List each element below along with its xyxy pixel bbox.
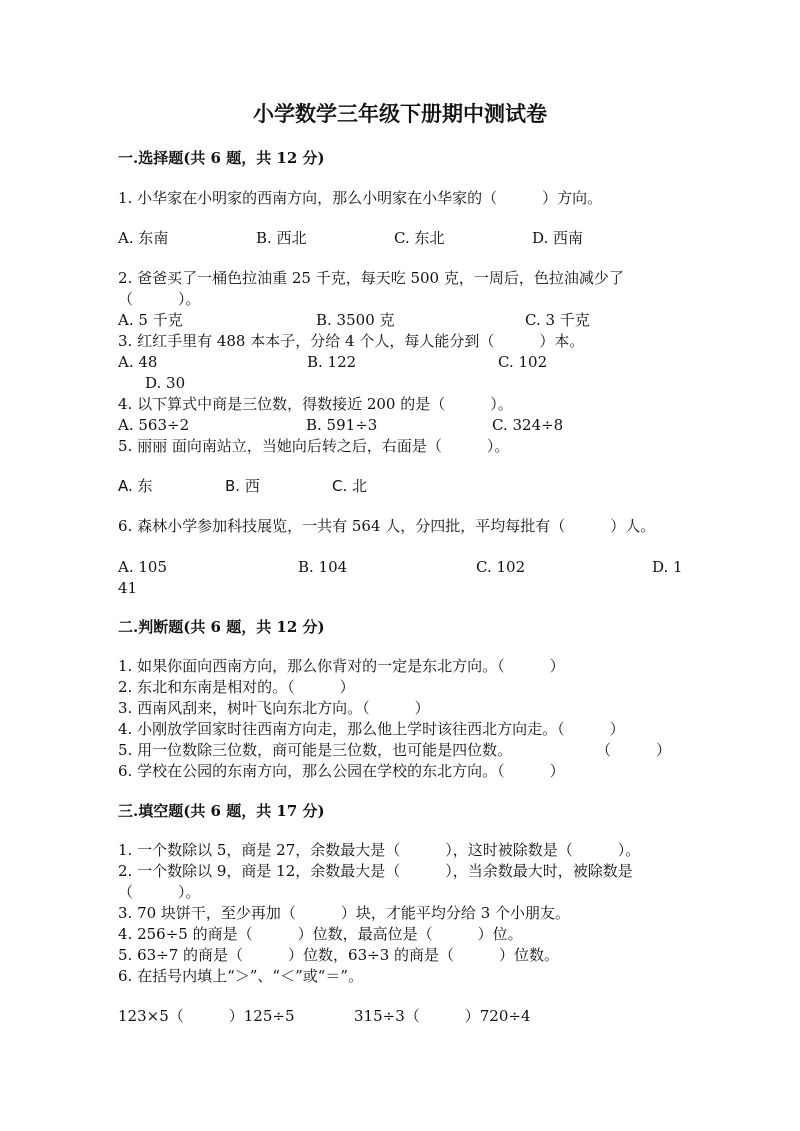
question-3: 3. 红红手里有 488 本本子，分给 4 个人，每人能分到（ ）本。 xyxy=(118,332,585,350)
question-6: 6. 森林小学参加科技展览，一共有 564 人，分四批，平均每批有（ ）人。 xyxy=(118,517,656,535)
q3-option-a: A. 48 xyxy=(118,353,158,371)
judge-item-2: 2. 东北和东南是相对的。（ ） xyxy=(118,678,355,696)
q6-option-b: B. 104 xyxy=(298,558,348,576)
section-heading-judge: 二.判断题(共 6 题，共 12 分) xyxy=(118,618,325,636)
q4-option-b: B. 591÷3 xyxy=(306,416,378,434)
q1-option-d: D. 西南 xyxy=(532,229,584,247)
question-4: 4. 以下算式中商是三位数，得数接近 200 的是（ ）。 xyxy=(118,395,513,413)
q4-option-c: C. 324÷8 xyxy=(492,416,564,434)
fill-line-1: 1. 一个数除以 5，商是 27，余数最大是（ ），这时被除数是（ ）。 xyxy=(118,841,641,859)
q5-option-a: A. 东 xyxy=(118,477,153,495)
compare-expression-1: 123×5（ ）125÷5 xyxy=(118,1007,295,1025)
section-heading-choice: 一.选择题(共 6 题，共 12 分) xyxy=(118,149,325,167)
fill-line-2-wrap: （ ）。 xyxy=(118,883,201,901)
fill-line-2: 2. 一个数除以 9，商是 12，余数最大是（ ），当余数最大时，被除数是 xyxy=(118,862,633,880)
section-heading-fill: 三.填空题(共 6 题，共 17 分) xyxy=(118,802,325,820)
question-2-line2: （ ）。 xyxy=(118,290,201,308)
fill-line-4: 4. 256÷5 的商是（ ）位数，最高位是（ ）位。 xyxy=(118,925,523,943)
q3-option-d: D. 30 xyxy=(145,374,186,392)
question-1: 1. 小华家在小明家的西南方向，那么小明家在小华家的（ ）方向。 xyxy=(118,189,603,207)
q6-option-d-wrap: 41 xyxy=(118,579,138,597)
q3-option-b: B. 122 xyxy=(307,353,357,371)
fill-line-5: 5. 63÷7 的商是（ ）位数，63÷3 的商是（ ）位数。 xyxy=(118,946,560,964)
judge-item-1: 1. 如果你面向西南方向，那么你背对的一定是东北方向。（ ） xyxy=(118,657,565,675)
judge-item-6: 6. 学校在公园的东南方向，那么公园在学校的东北方向。（ ） xyxy=(118,762,565,780)
q5-option-c: C. 北 xyxy=(332,477,368,495)
q2-option-b: B. 3500 克 xyxy=(316,311,395,329)
q6-option-d: D. 1 xyxy=(652,558,683,576)
q1-option-c: C. 东北 xyxy=(394,229,445,247)
q6-option-c: C. 102 xyxy=(476,558,526,576)
q4-option-a: A. 563÷2 xyxy=(118,416,190,434)
fill-line-6: 6. 在括号内填上“＞”、“＜”或“＝”。 xyxy=(118,967,364,985)
judge-item-3: 3. 西南风刮来，树叶飞向东北方向。（ ） xyxy=(118,699,430,717)
judge-item-4: 4. 小刚放学回家时往西南方向走，那么他上学时该往西北方向走。（ ） xyxy=(118,720,625,738)
question-2-line1: 2. 爸爸买了一桶色拉油重 25 千克，每天吃 500 克，一周后，色拉油减少了 xyxy=(118,269,624,287)
q1-option-b: B. 西北 xyxy=(256,229,307,247)
judge-item-5: 5. 用一位数除三位数，商可能是三位数，也可能是四位数。 xyxy=(118,741,513,759)
q5-option-b: B. 西 xyxy=(225,477,260,495)
q1-option-a: A. 东南 xyxy=(118,229,169,247)
q3-option-c: C. 102 xyxy=(498,353,548,371)
page-title: 小学数学三年级下册期中测试卷 xyxy=(253,101,547,126)
fill-line-3: 3. 70 块饼干，至少再加（ ）块，才能平均分给 3 个小朋友。 xyxy=(118,904,571,922)
judge-item-5-paren: （ ） xyxy=(596,741,672,759)
q6-option-a: A. 105 xyxy=(118,558,167,576)
question-5: 5. 丽丽 面向南站立，当她向后转之后，右面是（ ）。 xyxy=(118,437,510,455)
q2-option-a: A. 5 千克 xyxy=(118,311,183,329)
compare-expression-2: 315÷3（ ）720÷4 xyxy=(354,1007,531,1025)
q2-option-c: C. 3 千克 xyxy=(525,311,590,329)
